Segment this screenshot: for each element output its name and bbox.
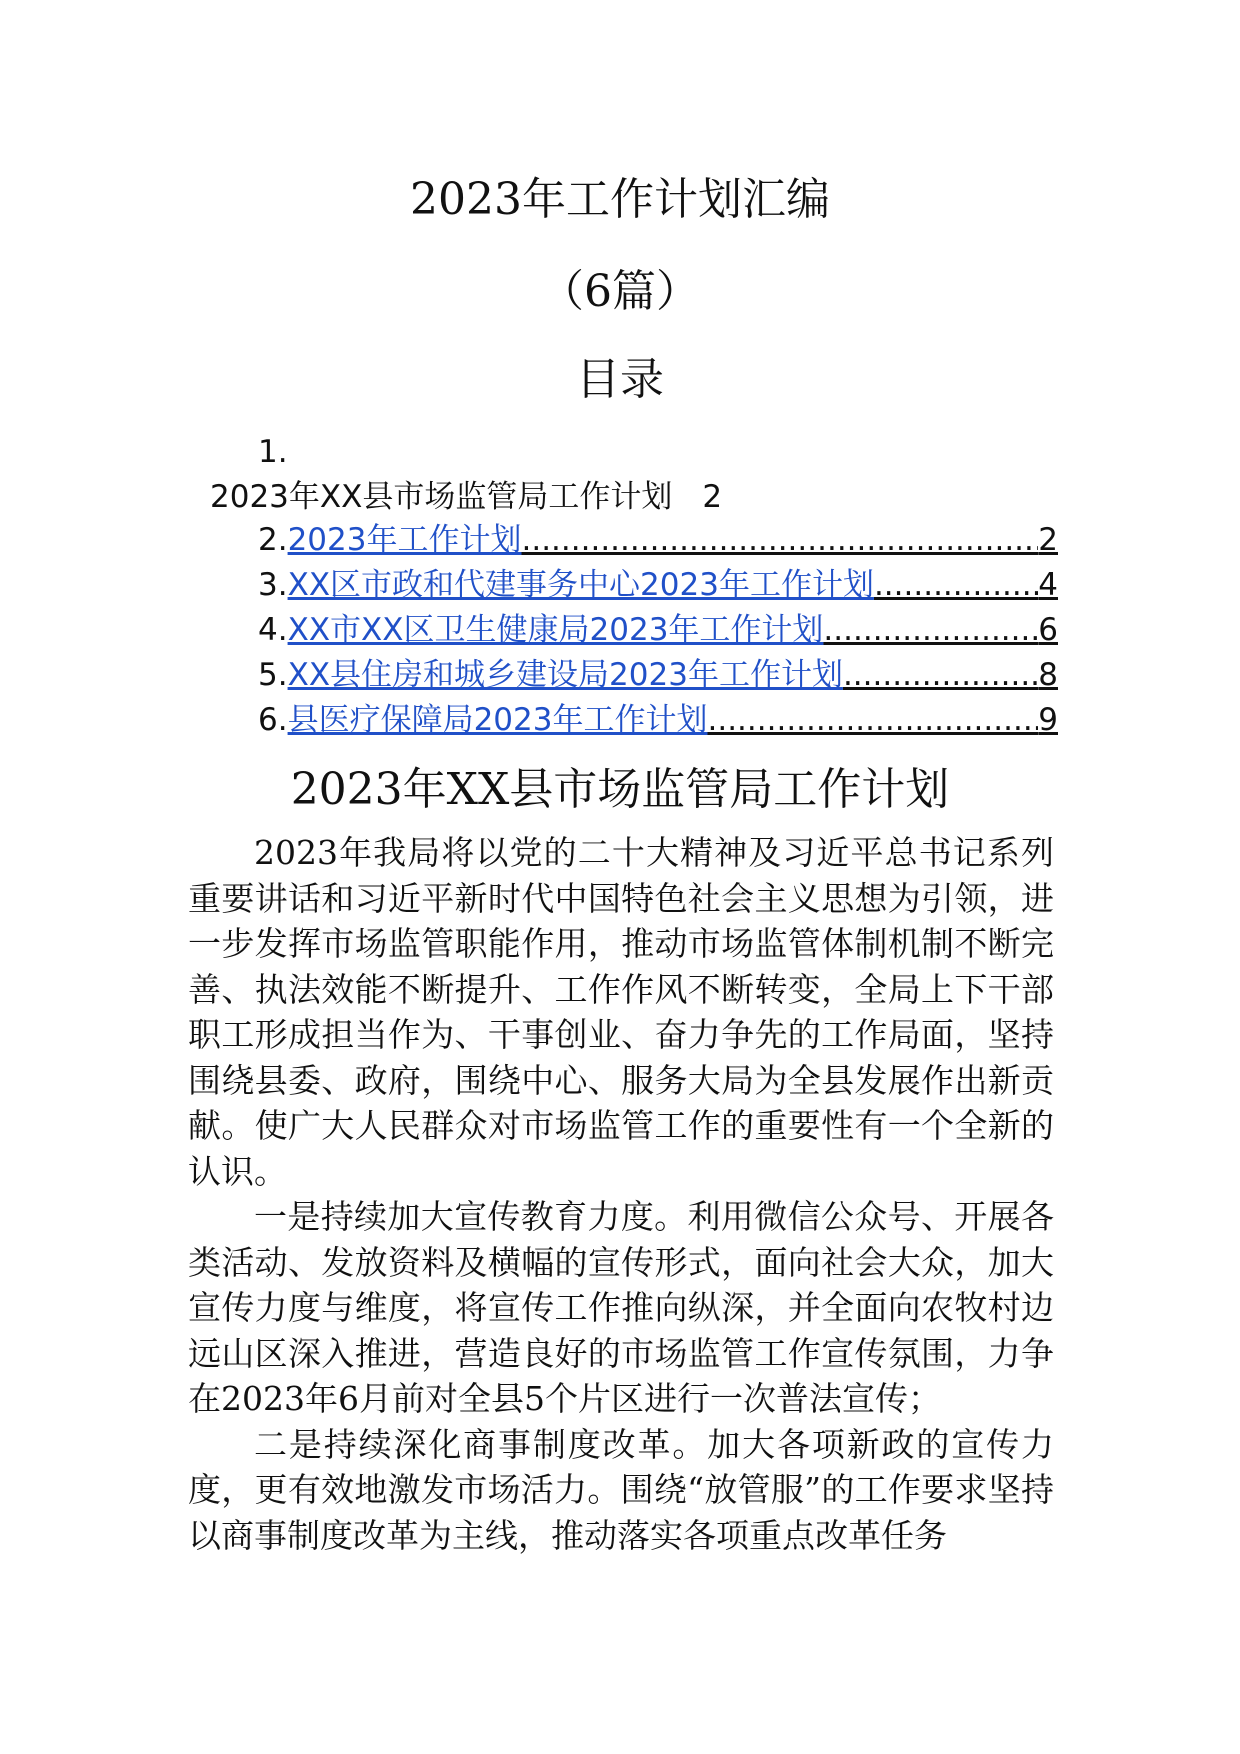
toc-item-link[interactable]: XX区市政和代建事务中心2023年工作计划	[287, 567, 874, 603]
toc-leader-dots	[823, 608, 1038, 653]
toc-item-link[interactable]: XX市XX区卫生健康局2023年工作计划	[287, 612, 824, 648]
toc-leader-dots	[521, 518, 1038, 563]
toc-item[interactable]	[258, 518, 1058, 563]
toc-item-1[interactable]	[210, 475, 722, 520]
toc-item-page: 2	[1038, 522, 1058, 558]
toc-list	[258, 518, 1058, 743]
toc-item-1-number: 1.	[258, 434, 288, 470]
toc-item-link[interactable]: XX县住房和城乡建设局2023年工作计划	[287, 657, 843, 693]
toc-item-1-label: 2023年XX县市场监管局工作计划	[210, 479, 673, 515]
toc-item[interactable]	[258, 563, 1058, 608]
toc-item-number: 4.	[258, 612, 288, 648]
document-subtitle: （6篇）	[540, 266, 700, 317]
article-paragraph: 一是持续加大宣传教育力度。利用微信公众号、开展各类活动、发放资料及横幅的宣传形式，面向社会大众，加大宣传力度与维度，将宣传工作推向纵深，并全面向农牧村边远山区深入推进，营造良好的市场监管工作宣传氛围，力争在2023年6月前对全县5个片区进行一次普法宣传；	[188, 1197, 1054, 1418]
toc-item-page: 9	[1038, 702, 1058, 738]
toc-leader-dots	[874, 563, 1038, 608]
toc-leader-dots	[707, 698, 1038, 743]
article-heading: 2023年XX县市场监管局工作计划	[290, 764, 950, 815]
toc-leader-dots	[843, 653, 1038, 698]
article-paragraph: 2023年我局将以党的二十大精神及习近平总书记系列重要讲话和习近平新时代中国特色社会主义思想为引领，进一步发挥市场监管职能作用，推动市场监管体制机制不断完善、执法效能不断提升、工作作风不断转变，全局上下干部职工形成担当作为、干事创业、奋力争先的工作局面，坚持围绕县委、政府，围绕中心、服务大局为全县发展作出新贡献。使广大人民群众对市场监管工作的重要性有一个全新的认识。	[188, 833, 1054, 1191]
toc-item-number: 3.	[258, 567, 288, 603]
toc-item[interactable]	[258, 698, 1058, 743]
toc-heading: 目录	[576, 354, 664, 405]
document-title: 2023年工作计划汇编	[410, 174, 830, 225]
toc-item-page: 8	[1038, 657, 1058, 693]
toc-item[interactable]	[258, 608, 1058, 653]
toc-item-number: 6.	[258, 702, 288, 738]
toc-item-number: 5.	[258, 657, 288, 693]
article-body	[188, 830, 1054, 1558]
article-paragraph: 二是持续深化商事制度改革。加大各项新政的宣传力度，更有效地激发市场活力。围绕“放管服”的工作要求坚持以商事制度改革为主线，推动落实各项重点改革任务	[188, 1424, 1054, 1555]
toc-item-page: 6	[1038, 612, 1058, 648]
toc-item-number: 2.	[258, 522, 288, 558]
toc-item-page: 4	[1038, 567, 1058, 603]
toc-item-link[interactable]: 2023年工作计划	[287, 522, 522, 558]
toc-item[interactable]	[258, 653, 1058, 698]
toc-item-1-page: 2	[702, 479, 723, 515]
toc-item-link[interactable]: 县医疗保障局2023年工作计划	[287, 702, 708, 738]
